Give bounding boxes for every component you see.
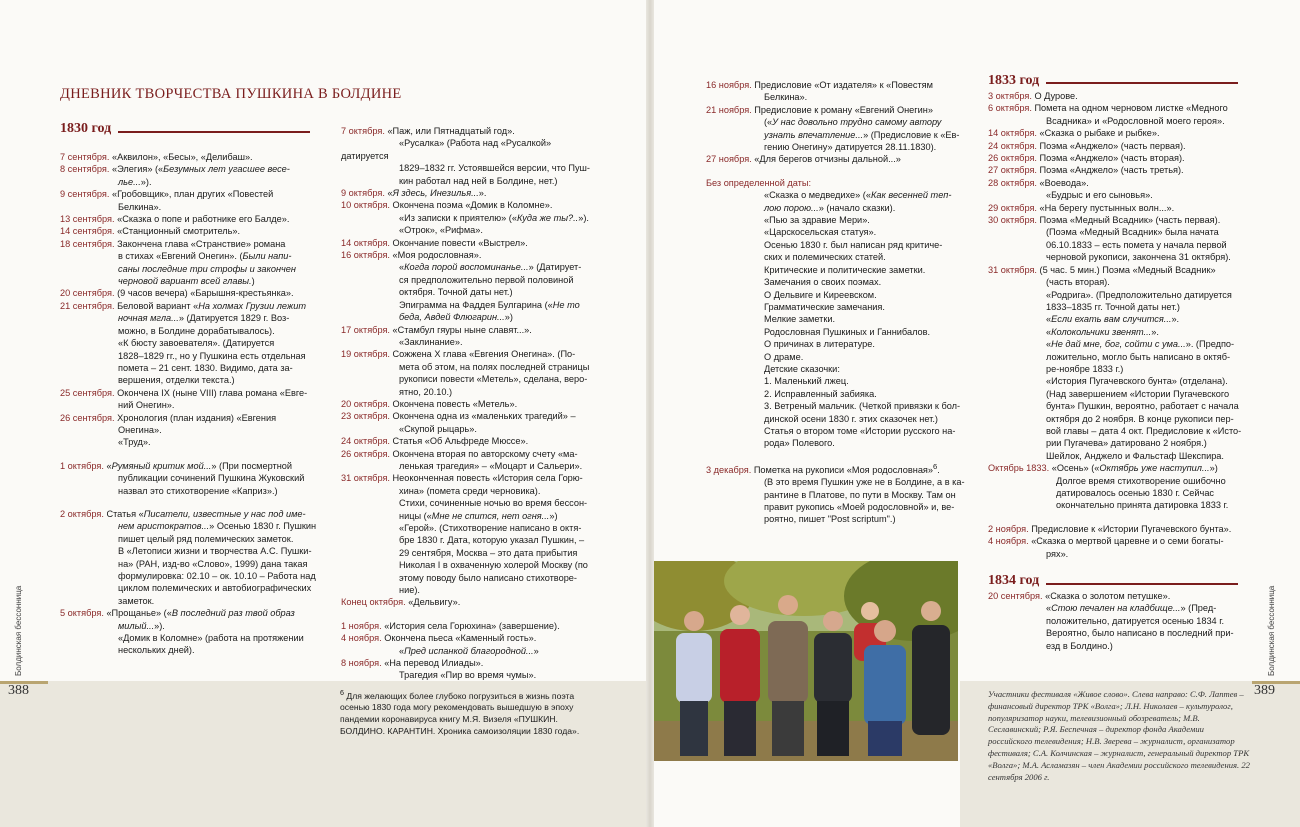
diary-entry — [60, 508, 325, 607]
year-rule — [1046, 583, 1238, 585]
entry-text: (5 час. 5 мин.) Поэма «Медный Всадник» (часть вторая). «Родрига». (Предположительно датируется 1833–1835 гг. Точной даты нет.) «Если ехать вам случится...». «Колокольчики звенят...». «Не дай мне, бог, сойти с ума...». (Предпо- ложительно, могло быть написано в октяб- ре-ноябре 1833 г.) «История Пугачевского бунта» (отделана). (Над завершением «Истории Пугачевского бунта» Пушкин, вероятно, работает с начала октября до 2 ноября. В конце рукописи пер- вой главы – дата 4 окт. Предисловие к «Исто- рии Пугачева» датировано 2 ноября.) Шейлок, Анджело и Фальстаф Шекспира. — [1039, 264, 1242, 461]
entry-date: 14 октября. — [988, 128, 1037, 139]
entry-text: Сожжена X глава «Евгения Онегина». (По- мета об этом, на полях последней страницы рукописи повести «Метель», сделана, веро- ятно, 20.10.) — [392, 349, 590, 397]
diary-entry — [706, 104, 986, 154]
entry-text: О Дурове. — [1034, 91, 1078, 101]
entry-text: «Моя родословная». «Когда порой воспоминанье...» (Датирует- ся предположительно первой половиной октября. Точной даты нет.) Эпиграмма на Фаддея Булгарина («Не то беда, Авдей Флюгарин...») — [392, 250, 582, 323]
photo-caption: Участники фестиваля «Живое слово». Слева направо: С.Ф. Лаптев – финансовый директор ТРК «Волга»; Л.Н. Николаев – культуролог, популяризатор науки, телевизионный обозреватель; М.В. Сеславинский; Р.Я. Беспечная – директор фонда Академии российского телевидения; Н.В. Зверева – журналист, организатор фестиваля; С.А. Колчинская – журналист, генеральный директор ТРК «Волга»; М.А. Асламазян – член Академии российского телевидения. 22 сентября 2006 г. — [988, 689, 1250, 782]
diary-entry — [341, 435, 601, 447]
entry-text: Поэма «Анджело» (часть первая). — [1039, 140, 1186, 151]
entry-date: 26 сентября. — [60, 412, 115, 423]
entry-date: 31 октября. — [341, 473, 390, 484]
diary-entry — [341, 472, 601, 596]
entry-date: 23 октября. — [341, 411, 390, 422]
entry-text: Поэма «Медный Всадник» (часть первая). (Поэма «Медный Всадник» была начата 06.10.1833 – есть помета у начала первой черновой рукописи, закончена 31 октября). — [1039, 215, 1231, 263]
diary-entry — [60, 460, 325, 497]
entry-date: 19 октября. — [341, 349, 390, 360]
diary-entry — [341, 249, 601, 323]
year-rule — [118, 131, 310, 133]
entry-date: 20 сентября. — [988, 591, 1043, 601]
entry-text: «Сказка о попе и работнике его Балде». — [117, 214, 290, 225]
entry-date: 29 октября. — [988, 202, 1037, 213]
group-photo-illustration — [654, 561, 958, 761]
entry-text: Статья «Об Альфреде Мюссе». — [392, 436, 529, 447]
entry-text: Пометка на рукописи «Моя родословная»$^6$. (В это время Пушкин уже не в Болдине, а в ка- рантине в Платове, по пути в Москву. Там он правит рукопись «Моей родословной» и, ве- роятно, пишет "Post scriptum".) — [753, 461, 965, 525]
entry-date: 1 октября. — [60, 460, 104, 471]
entry-text: Окончена вторая по авторскому счету «ма- ленькая трагедия» – «Моцарт и Сальери». — [392, 448, 583, 471]
entry-text: «Стамбул гяуры ныне славят...». «Заклинание». — [392, 324, 532, 347]
diary-entry — [341, 657, 601, 682]
entry-text: Окончена повесть «Метель». — [392, 398, 518, 409]
year-heading-1833: 1833 год — [988, 73, 1040, 88]
entry-date: 16 октября. — [341, 250, 390, 261]
diary-entry — [341, 199, 601, 236]
year-heading-1830: 1830 год — [60, 121, 112, 136]
entry-date: 27 октября. — [988, 165, 1037, 176]
entries-column-2 — [988, 90, 1250, 560]
entry-text: Беловой вариант «На холмах Грузии лежит ночная мгла...» (Датируется 1829 г. Воз- можно, в Болдине дорабатывалось). «К бюсту завоевателя». (Датируется 1828–1829 гг., но у Пушкина есть отдельная помета – 21 сент. 1830. Видимо, дата за- вершения, отделки текста.) — [117, 300, 307, 386]
diary-entry — [988, 102, 1250, 127]
entry-text: «Сказка о золотом петушке». «Стою печален на кладбище...» (Пред- положительно, датируется осенью 1834 г. Вероятно, было написано в последний при- езд в Болдино.) — [1045, 591, 1234, 651]
entry-text: «Станционный смотритель». — [117, 226, 241, 237]
diary-entry — [988, 152, 1250, 164]
entry-text: Предисловие к роману «Евгений Онегин» («У нас довольно трудно самому автору узнать впечатление...» (Предисловие к «Ев- гению Онегину» датируется 28.11.1830). — [754, 104, 960, 153]
entry-date: 14 октября. — [341, 237, 390, 248]
diary-entry — [60, 213, 325, 225]
footnote-mark: 6 — [340, 689, 344, 697]
diary-entry — [341, 398, 601, 410]
entry-date: 16 ноября. — [706, 80, 752, 90]
entry-date: 20 сентября. — [60, 288, 115, 299]
diary-entry — [988, 523, 1250, 535]
entry-date: 2 ноября. — [988, 523, 1029, 534]
diary-entry — [60, 188, 325, 213]
entry-text: Окончена пьеса «Каменный гость». «Пред испанкой благородной...» — [384, 633, 539, 656]
entry-text: Окончена поэма «Домик в Коломне». «Из записки к приятелю» («Куда же ты?..»). «Отрок», «Рифма». — [392, 200, 589, 236]
entry-date: 26 октября. — [341, 448, 390, 459]
entry-date: 6 октября. — [988, 103, 1032, 114]
entry-date: 9 сентября. — [60, 189, 110, 200]
book-spine — [646, 0, 654, 827]
entry-date: Без определенной даты: — [706, 177, 812, 188]
entry-text: Предисловие к «Истории Пугачевского бунта». — [1031, 523, 1232, 534]
diary-entry — [706, 177, 986, 450]
entry-text: Хронология (план издания) «Евгения Онегина». «Труд». — [117, 412, 277, 448]
entry-date: 28 октября. — [988, 177, 1037, 188]
diary-entry — [988, 140, 1250, 152]
entry-date: 25 сентября. — [60, 387, 115, 398]
entry-text: Закончена глава «Странствие» романа в стихах «Евгений Онегин». (Были напи- саны последние три строфы и закончен черновой вариант всей главы.) — [117, 238, 296, 287]
diary-entry — [60, 300, 325, 387]
entry-date: 8 ноября. — [341, 658, 382, 669]
entry-text: «Гробовщик», план других «Повестей Белкина». — [111, 189, 274, 212]
diary-entry — [341, 348, 601, 398]
diary-entry — [706, 153, 986, 165]
page-number: 388 — [8, 683, 29, 698]
entry-text: «История села Горюхина» (завершение). — [384, 620, 560, 631]
side-running-title: Болдинская бессонница — [1267, 585, 1276, 676]
entry-date: 7 октября. — [341, 126, 385, 136]
entry-text: «Паж, или Пятнадцатый год». «Русалка» (Работа над «Русалкой» датируется 1829–1832 гг. Устоявшейся версии, что Пуш- кин работал над ней в Болдине, нет.) — [341, 126, 590, 186]
entry-date: 17 октября. — [341, 324, 390, 335]
entry-date: 31 октября. — [988, 264, 1037, 275]
diary-entry — [341, 632, 601, 657]
diary-entry — [341, 125, 601, 187]
entry-text: Статья «Писатели, известные у нас под име- нем аристократов...» Осенью 1830 г. Пушкин пишет целый ряд полемических заметок. В «Летописи жизни и творчества А.С. Пушки- на» (РАН, изд-во «Слово», 1999) дана такая формулировка: 02.10 – ок. 10.10 – Работа над циклом полемических и автобиографических заметок. — [106, 508, 317, 606]
entry-date: 24 октября. — [341, 436, 390, 447]
entry-text: «Сказка о медведихе» («Как весенней теп- лою порою...» (начало сказки). «Пью за здравие Мери». «Царскосельская статуя». Осенью 1830 г. был написан ряд критиче- ских и полемических статей. Критические и политические заметки. Замечания о своих поэмах. О Дельвиге и Киреевском. Грамматические замечания. Мелкие заметки. Родословная Пушкиных и Ганнибалов. О причинах в литературе. О драме. Детские сказочки: 1. Маленький лжец. 2. Исправленный забияка. 3. Ветреный мальчик. (Четкой привязки к бол- динской осени 1830 г. этих сказочек нет.) Статья о втором томе «Истории русского на- рода» Полевого. — [764, 190, 961, 449]
entry-text: Окончена IX (ныне VIII) глава романа «Евге- ний Онегин». — [117, 387, 308, 411]
entry-text: «Я здесь, Инезилья...». — [387, 188, 487, 199]
entry-text: Поэма «Анджело» (часть вторая). — [1039, 153, 1185, 164]
diary-entry — [988, 164, 1250, 176]
diary-entry — [988, 214, 1250, 264]
diary-entry — [341, 324, 601, 349]
diary-entry — [60, 412, 325, 449]
entry-date: 2 октября. — [60, 508, 104, 519]
entry-text: «Сказка о рыбаке и рыбке». — [1039, 128, 1160, 139]
side-running-title: Болдинская бессонница — [14, 585, 23, 676]
entry-text: «Для берегов отчизны дальной...» — [754, 154, 901, 165]
entry-text: (9 часов вечера) «Барышня-крестьянка». — [117, 288, 294, 299]
entry-text: «Воевода». «Будрыс и его сыновья». — [1039, 177, 1153, 201]
group-photo — [654, 561, 958, 761]
page-title: ДНЕВНИК ТВОРЧЕСТВА ПУШКИНА В БОЛДИНЕ — [60, 86, 402, 102]
entry-date: 26 октября. — [988, 153, 1037, 164]
diary-entry — [988, 264, 1250, 463]
diary-entry — [988, 462, 1250, 512]
entry-date: 3 декабря. — [706, 464, 752, 475]
diary-entry — [341, 187, 601, 199]
diary-entry — [988, 127, 1250, 139]
diary-entry — [988, 535, 1250, 560]
entry-text: «Дельвигу». — [408, 597, 461, 608]
entry-date: 4 ноября. — [341, 633, 382, 644]
entry-date: 24 октября. — [988, 140, 1037, 151]
page-number: 389 — [1254, 683, 1275, 698]
entry-date: 21 сентября. — [60, 300, 115, 311]
footnote — [340, 688, 595, 737]
diary-entry — [60, 287, 325, 299]
entry-text: «Прощанье» («В последний раз твой образ милый...»). «Домик в Коломне» (работа на протяжении нескольких дней). — [106, 608, 304, 656]
entry-text: Поэма «Анджело» (часть третья). — [1039, 165, 1184, 176]
diary-entry — [60, 163, 325, 188]
entry-date: 9 октября. — [341, 188, 385, 199]
entry-date: 7 сентября. — [60, 152, 110, 162]
entry-date: 27 ноября. — [706, 154, 752, 165]
diary-entry — [341, 410, 601, 435]
entry-date: 8 сентября. — [60, 164, 110, 175]
diary-entry — [341, 448, 601, 473]
diary-entry — [60, 607, 325, 657]
entry-date: Конец октября. — [341, 597, 406, 608]
entries-column-2 — [341, 125, 601, 682]
entry-date: 4 ноября. — [988, 536, 1029, 547]
diary-entry — [988, 90, 1250, 102]
entry-date: 3 октября. — [988, 91, 1032, 101]
diary-entry — [60, 387, 325, 412]
entry-text: «На перевод Илиады». Трагедия «Пир во время чумы». — [384, 658, 537, 681]
entry-text: «Аквилон», «Бесы», «Делибаш». — [111, 152, 253, 162]
footnote-text: Для желающих более глубоко погрузиться в жизнь поэта осенью 1830 года могу рекомендовать вышедшую в эпоху пандемии коронавируса книгу М.Я. Визеля «ПУШКИН. БОЛДИНО. КАРАНТИН. Хроника самоизоляции 1830 года». — [340, 690, 580, 736]
entry-text: Помета на одном черновом листке «Медного Всадника» и «Родословной моего героя». — [1034, 103, 1228, 126]
diary-entry — [706, 79, 986, 104]
entry-date: 21 ноября. — [706, 104, 752, 115]
entry-date: 5 октября. — [60, 608, 104, 619]
entry-text: «Осень» («Октябрь уже наступил...») Долгое время стихотворение ошибочно датировалось осенью 1830 г. Сейчас окончательно принята датировка 1833 г. — [1051, 463, 1229, 511]
year-heading-1834: 1834 год — [988, 573, 1040, 588]
entry-date: Октябрь 1833. — [988, 463, 1050, 474]
diary-entry — [988, 590, 1250, 652]
diary-entry — [60, 225, 325, 237]
entry-text: Окончена одна из «маленьких трагедий» – «Скупой рыцарь». — [392, 411, 576, 434]
diary-entry — [988, 177, 1250, 202]
entry-date: 18 сентября. — [60, 238, 115, 249]
entry-date: 20 октября. — [341, 398, 390, 409]
diary-entry — [341, 620, 601, 632]
entry-date: 10 октября. — [341, 200, 390, 211]
entry-text: «Сказка о мертвой царевне и о семи богаты- рях». — [1031, 536, 1224, 559]
entry-text: Предисловие «От издателя» к «Повестям Белкина». — [754, 80, 933, 103]
entry-text: Неоконченная повесть «История села Горю- хина» (помета среди черновика). Стихи, сочиненные ночью во время бессон- ницы («Мне не спится, нет огня...») «Герой». (Стихотворение написано в октя- бре 1830 г. Дата, которую указал Пушкин, – 29 сентября, Москва – это дата прибытия Николая I в охваченную холерой Москву (по этому поводу было написано стихотворе- ние). — [392, 473, 588, 596]
diary-entry — [60, 238, 325, 288]
entry-date: 13 сентября. — [60, 214, 115, 225]
entry-date: 30 октября. — [988, 215, 1037, 226]
entry-text: Окончание повести «Выстрел». — [392, 237, 528, 248]
entry-text: «Элегия» («Безумных лет угасшее весе- лье...»). — [111, 164, 290, 187]
entries-column-1 — [706, 79, 986, 526]
year-rule — [1046, 82, 1238, 84]
diary-entry — [988, 202, 1250, 214]
entry-date: 14 сентября. — [60, 226, 115, 237]
diary-entry — [60, 151, 325, 163]
entries-column-1 — [60, 151, 325, 657]
entry-date: 1 ноября. — [341, 620, 382, 631]
entry-text: «На берегу пустынных волн...». — [1039, 202, 1175, 213]
diary-entry — [706, 461, 986, 526]
entry-text: «Румяный критик мой...» (При посмертной публикации сочинений Пушкина Жуковский назвал это стихотворение «Каприз».) — [106, 460, 305, 496]
diary-entry — [341, 237, 601, 249]
diary-entry — [341, 596, 601, 608]
entries-column-3 — [988, 590, 1250, 652]
